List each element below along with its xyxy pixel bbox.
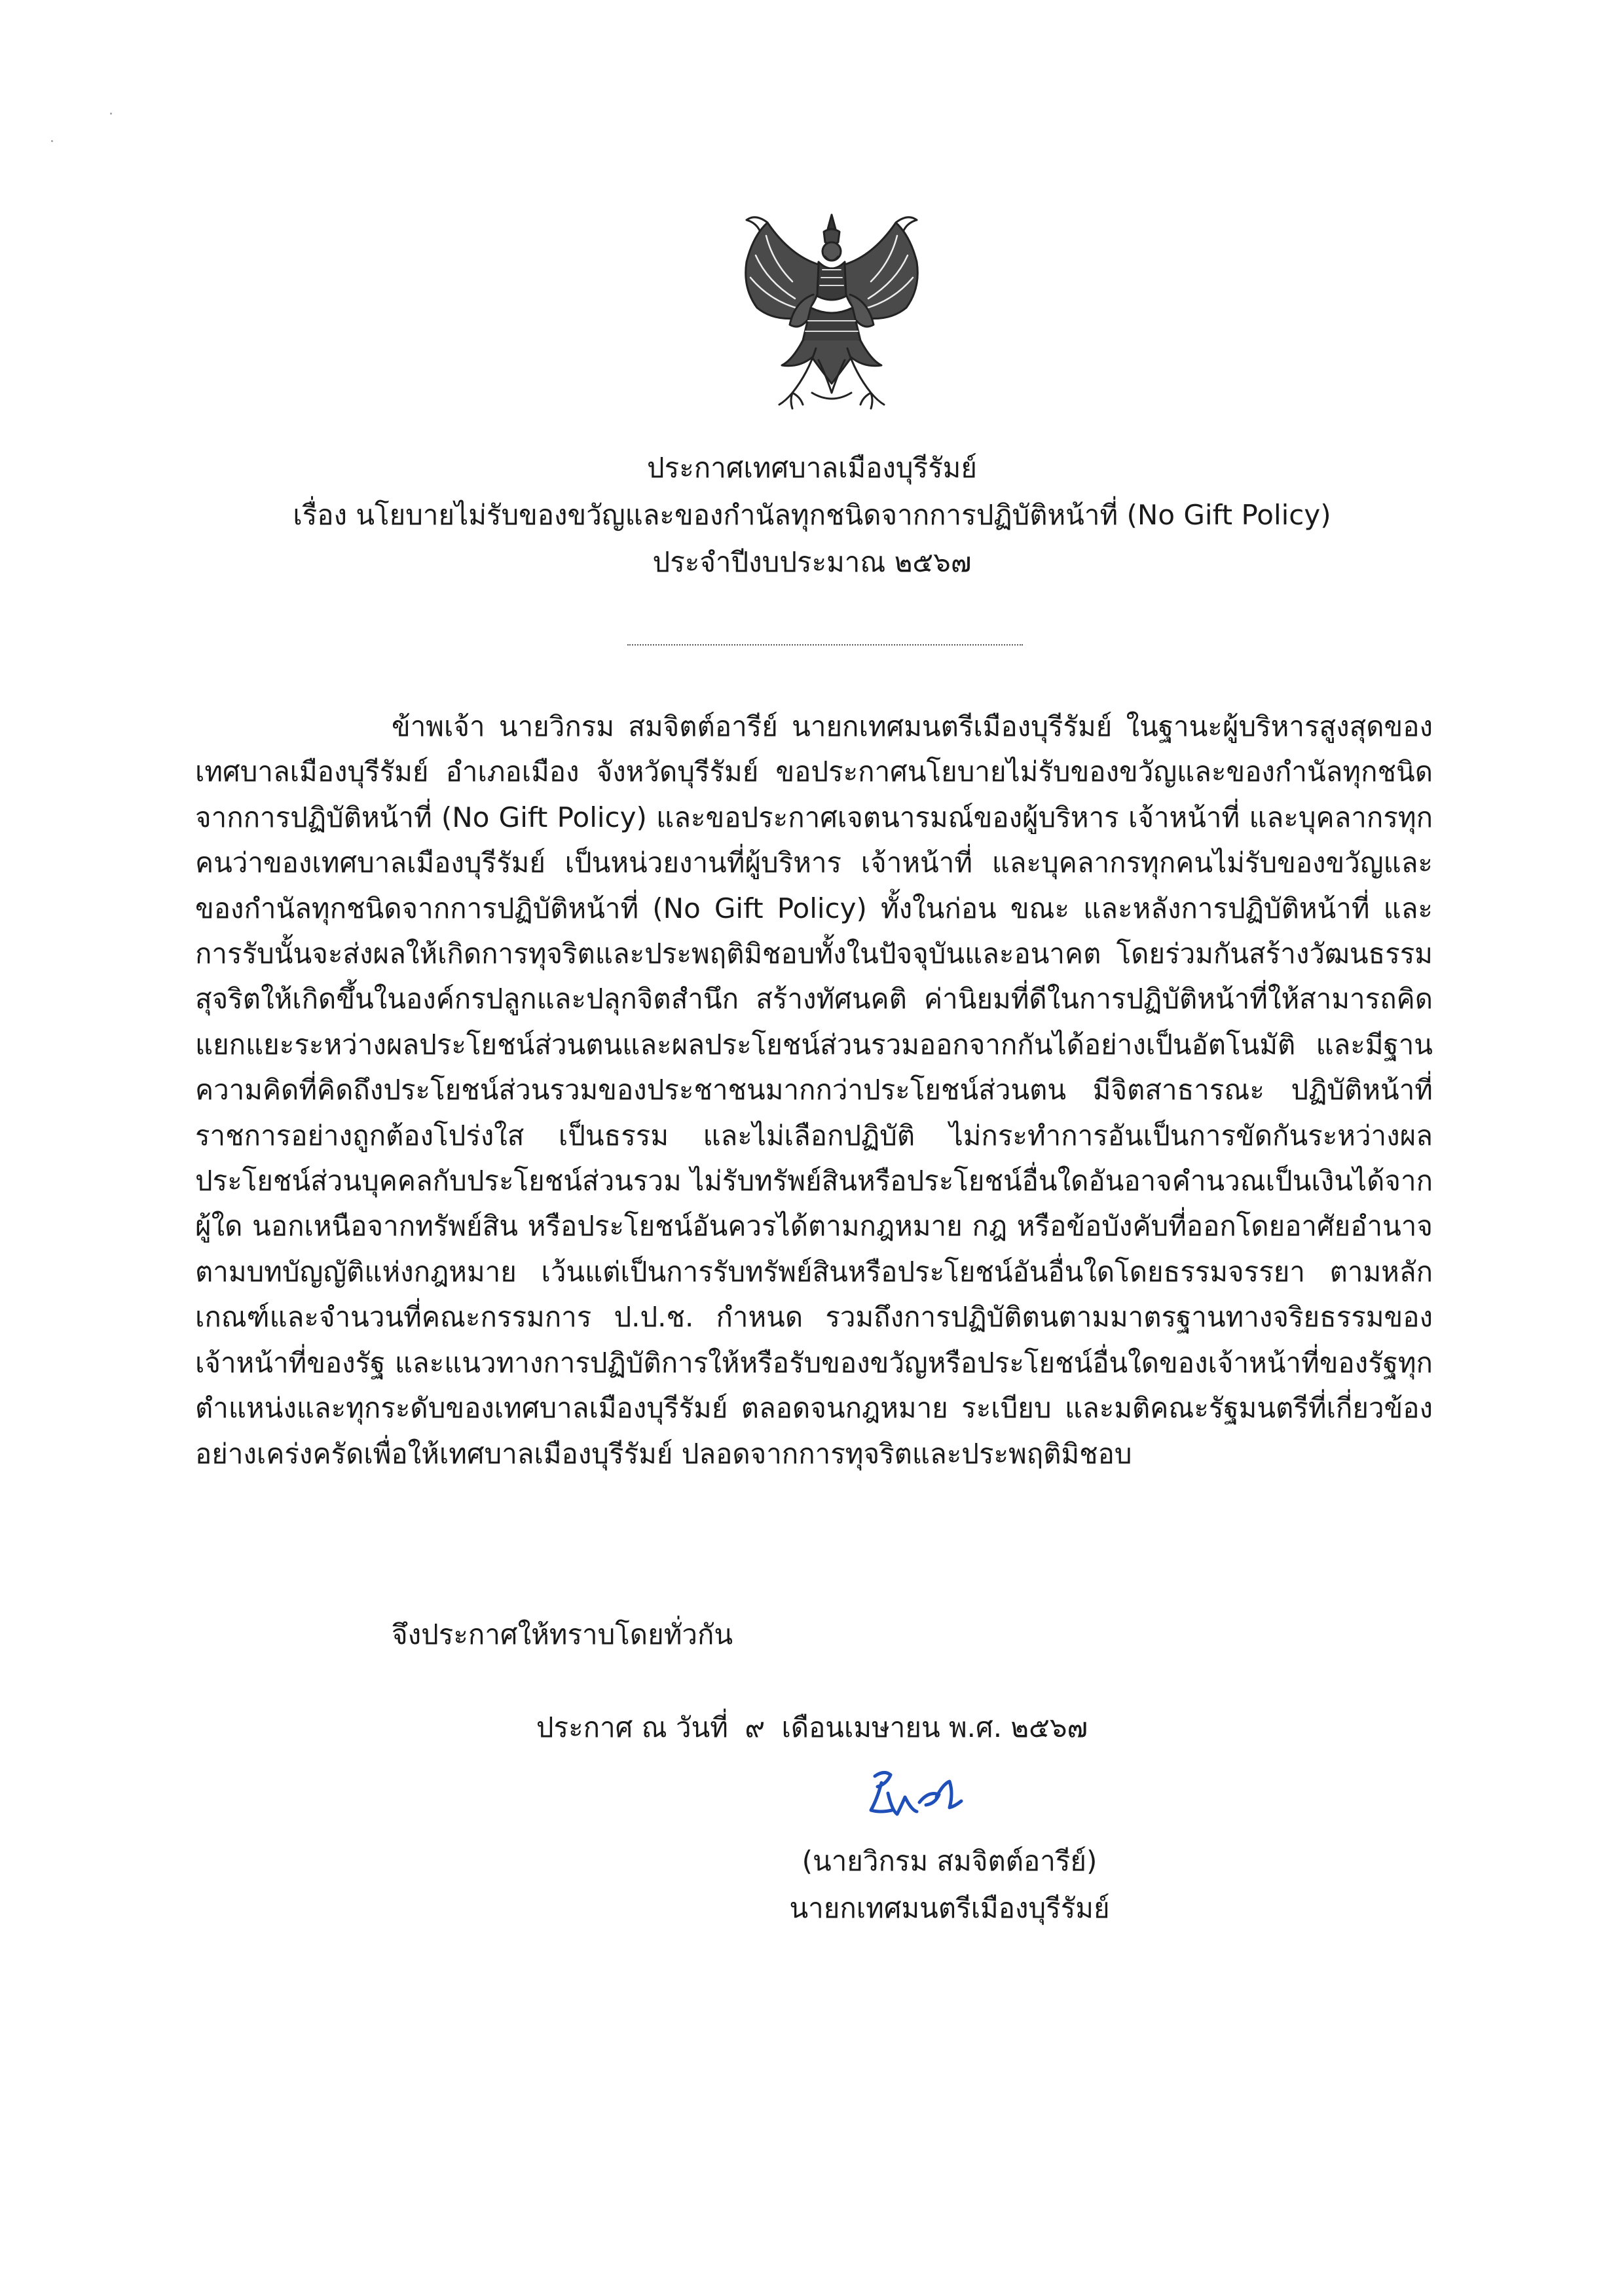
announcement-title: ประกาศเทศบาลเมืองบุรีรัมย์ [647,452,977,484]
signatory-name: (นายวิกรม สมจิตต์อารีย์) [802,1845,1098,1877]
date-prefix: ประกาศ ณ วันที่ [536,1711,728,1743]
announcement-subject: เรื่อง นโยบายไม่รับของขวัญและของกำนัลทุกชนิดจากการปฏิบัติหน้าที่ (No Gift Policy) [293,499,1331,531]
scan-speck [110,113,112,115]
signatory-position: นายกเทศมนตรีเมืองบุรีรัมย์ [789,1892,1110,1924]
handwritten-signature [851,1764,982,1830]
date-day: ๙ [745,1711,766,1743]
closing-statement: จึงประกาศให้ทราบโดยทั่วกัน [392,1618,733,1650]
scan-speck [51,140,53,142]
announcement-date [196,1705,1428,1751]
announcement-fiscal-year: ประจำปีงบประมาณ ๒๕๖๗ [652,546,972,578]
garuda-emblem-icon [727,196,936,419]
date-month-year: เดือนเมษายน พ.ศ. ๒๕๖๗ [781,1711,1088,1743]
header-divider [627,644,1023,646]
body-paragraph: ข้าพเจ้า นายวิกรม สมจิตต์อารีย์ นายกเทศมนตรีเมืองบุรีรัมย์ ในฐานะผู้บริหารสูงสุดของเทศบาลเมืองบุรีรัมย์ อำเภอเมือง จังหวัดบุรีรัมย์ ขอประกาศนโยบายไม่รับของขวัญและของกำนัลทุกชนิดจากการปฏิบัติหน้าที่ (No Gift Policy) และขอประกาศเจตนารมณ์ของผู้บริหาร เจ้าหน้าที่ และบุคลากรทุกคนว่าของเทศบาลเมืองบุรีรัมย์ เป็นหน่วยงานที่ผู้บริหาร เจ้าหน้าที่ และบุคลากรทุกคนไม่รับของขวัญและของกำนัลทุกชนิดจากการปฏิบัติหน้าที่ (No Gift Policy) ทั้งในก่อน ขณะ และหลังการปฏิบัติหน้าที่ และการรับนั้นจะส่งผลให้เกิดการทุจริตและประพฤติมิชอบทั้งในปัจจุบันและอนาคต โดยร่วมกันสร้างวัฒนธรรมสุจริตให้เกิดขึ้นในองค์กรปลูกและปลุกจิตสำนึก สร้างทัศนคติ ค่านิยมที่ดีในการปฏิบัติหน้าที่ให้สามารถคิดแยกแยะระหว่างผลประโยชน์ส่วนตนและผลประโยชน์ส่วนรวมออกจากกันได้อย่างเป็นอัตโนมัติ และมีฐานความคิดที่คิดถึงประโยชน์ส่วนรวมของประชาชนมากกว่าประโยชน์ส่วนตน มีจิตสาธารณะ ปฏิบัติหน้าที่ราชการอย่างถูกต้องโปร่งใส เป็นธรรม และไม่เลือกปฏิบัติ ไม่กระทำการอันเป็นการขัดกันระหว่างผลประโยชน์ส่วนบุคคลกับประโยชน์ส่วนรวม ไม่รับทรัพย์สินหรือประโยชน์อื่นใดอันอาจคำนวณเป็นเงินได้จากผู้ใด นอกเหนือจากทรัพย์สิน หรือประโยชน์อันควรได้ตามกฎหมาย กฎ หรือข้อบังคับที่ออกโดยอาศัยอำนาจตามบทบัญญัติแห่งกฎหมาย เว้นแต่เป็นการรับทรัพย์สินหรือประโยชน์อันอื่นใดโดยธรรมจรรยา ตามหลักเกณฑ์และจำนวนที่คณะกรรมการ ป.ป.ช. กำหนด รวมถึงการปฏิบัติตนตามมาตรฐานทางจริยธรรมของเจ้าหน้าที่ของรัฐ และแนวทางการปฏิบัติการให้หรือรับของขวัญหรือประโยชน์อื่นใดของเจ้าหน้าที่ของรัฐทุกตำแหน่งและทุกระดับของเทศบาลเมืองบุรีรัมย์ ตลอดจนกฎหมาย ระเบียบ และมติคณะรัฐมนตรีที่เกี่ยวข้อง อย่างเคร่งครัดเพื่อให้เทศบาลเมืองบุรีรัมย์ ปลอดจากการทุจริตและประพฤติมิชอบ [195,710,1433,1470]
